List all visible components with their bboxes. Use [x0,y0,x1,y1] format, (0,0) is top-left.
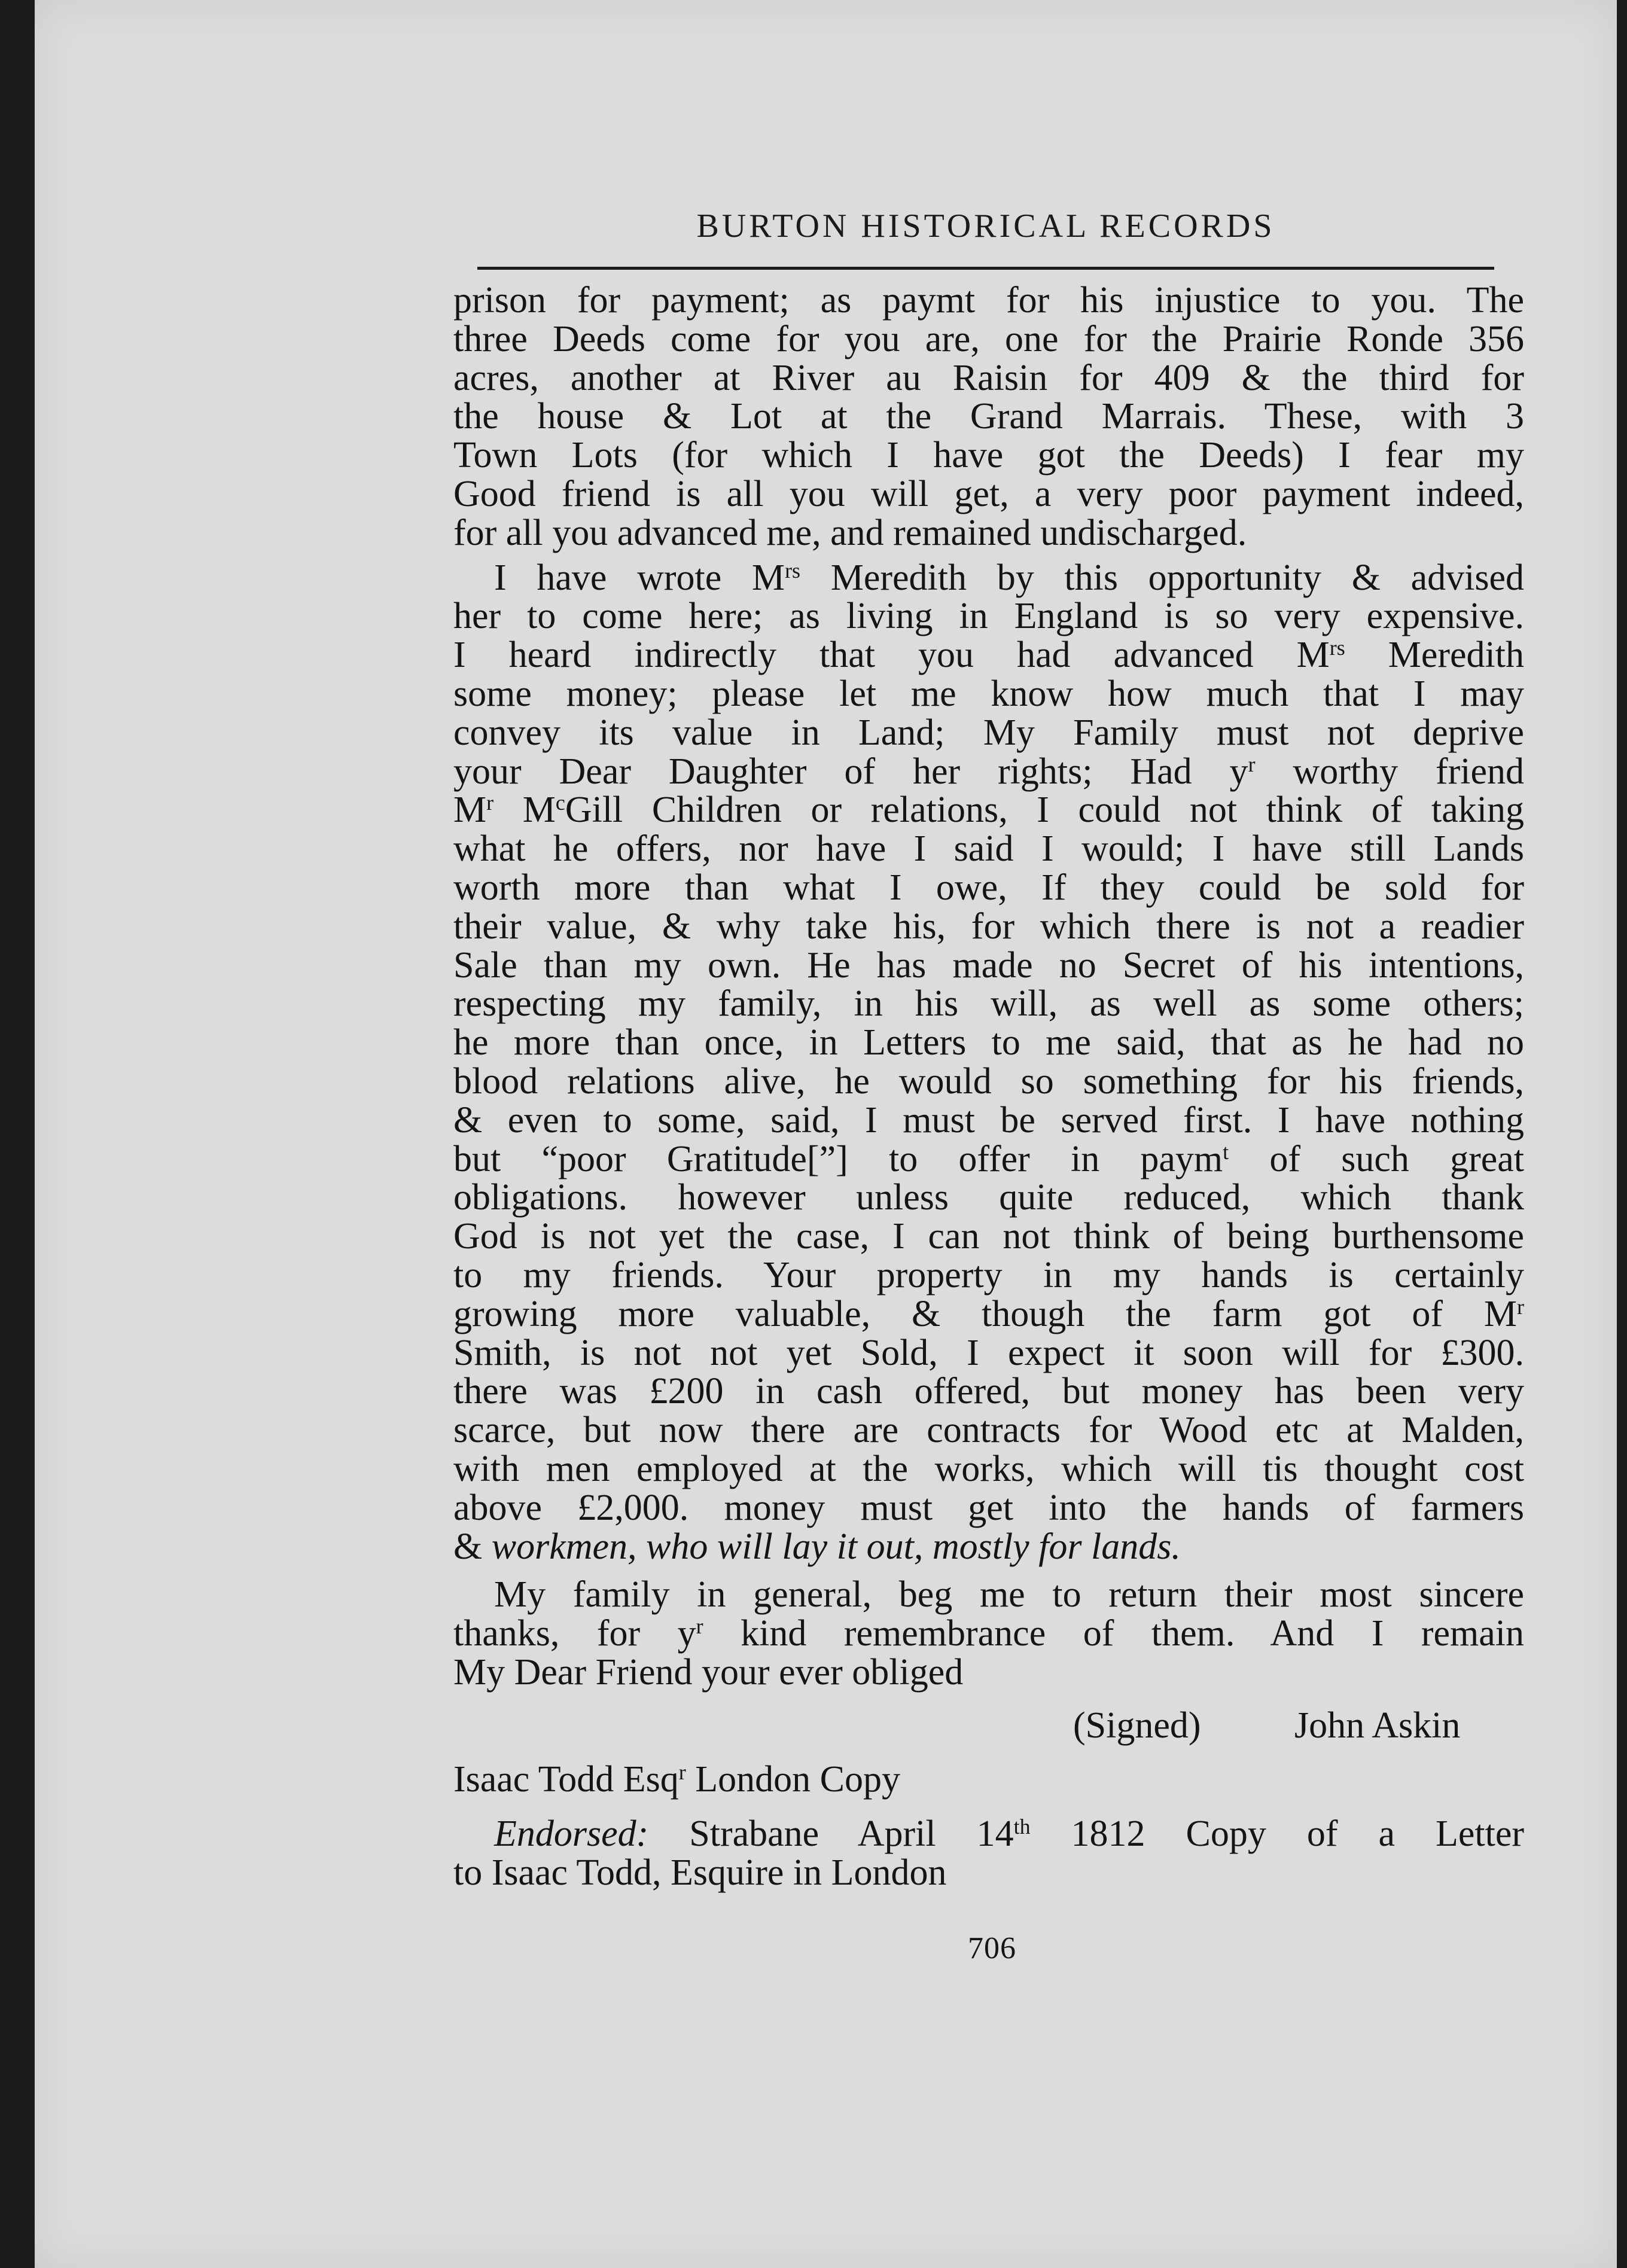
superscript: r [486,791,494,815]
superscript: rs [785,558,801,583]
running-head [477,195,1494,270]
endorsement [453,1815,1524,1892]
text-line: Good friend is all you will get, a very poor payment indeed, [453,473,1524,514]
text-line: blood relations alive, he would so something for his friends, [453,1060,1524,1102]
text-line [453,559,1524,598]
text-run: Meredith [1345,635,1525,676]
endorsed-label: Endorsed: [494,1813,649,1855]
text-run: Gill Children or relations, I could not think of taking [565,789,1524,831]
text-line: obligations. however unless quite reduced, which thank [453,1177,1524,1218]
text-line: some money; please let me know how much that I may [453,673,1524,714]
text-run: Meredith by this opportunity & advised [800,557,1525,598]
superscript: r [1517,1294,1524,1319]
letter-body [453,281,1524,1892]
text-line: respecting my family, in his will, as well as some others; [453,983,1524,1025]
text-line: My Dear Friend your ever obliged [453,1651,964,1693]
text-run: but “poor Gratitude[”] to offer in paym [453,1138,1223,1179]
paragraph-2 [453,559,1524,1566]
text-run: M [493,789,556,831]
paragraph-1 [453,281,1524,553]
italic-text-run: workmen, who will lay it out, mostly for lands. [491,1526,1181,1567]
running-head-title: BURTON HISTORICAL RECORDS [696,208,1275,245]
text-run: & [453,1526,492,1567]
superscript: r [696,1614,703,1639]
text-line [453,1614,1524,1653]
text-line: acres, another at River au Raisin for 409 & the third for [453,357,1524,398]
addressee-line [453,1760,1524,1799]
text-line: their value, & why take his, for which there is not a readier [453,906,1524,947]
superscript: r [678,1760,686,1785]
text-line: Sale than my own. He has made no Secret of his intentions, [453,944,1524,986]
text-line: three Deeds come for you are, one for the Prairie Ronde 356 [453,318,1524,359]
text-run: kind remembrance of them. And I remain [703,1613,1524,1654]
superscript: th [1013,1815,1031,1839]
text-line: convey its value in Land; My Family must not deprive [453,712,1524,753]
text-run: Isaac Todd Esq [453,1759,679,1800]
text-run: Strabane April 14 [648,1813,1014,1855]
text-line [453,1295,1524,1334]
text-line: what he offers, nor have I said I would; I have still Lands [453,828,1524,870]
text-run: growing more valuable, & though the farm got of M [453,1293,1518,1334]
text-line: above £2,000. money must get into the hands of farmers [453,1487,1524,1528]
text-run: your Dear Daughter of her rights; Had y [453,751,1248,792]
text-run: thanks, for y [453,1613,696,1654]
text-line: the house & Lot at the Grand Marrais. These, with 3 [453,396,1524,437]
text-line: worth more than what I owe, If they could be sold for [453,867,1524,908]
text-line [453,791,1524,830]
text-line: & even to some, said, I must be served first. I have nothing [453,1099,1524,1141]
superscript: rs [1329,636,1345,660]
superscript: c [555,791,565,815]
text-run: 1812 Copy of a Letter [1030,1813,1524,1855]
text-line: Smith, is not not yet Sold, I expect it soon will for £300. [453,1332,1524,1373]
text-line [453,1815,1524,1854]
text-line: to Isaac Todd, Esquire in London [453,1852,947,1894]
text-run: M [453,789,487,831]
text-line: scarce, but now there are contracts for Wood etc at Malden, [453,1410,1524,1451]
text-line: God is not yet the case, I can not think of being burthensome [453,1216,1524,1257]
signer-name: John Askin [1294,1705,1461,1746]
text-line: he more than once, in Letters to me said, that as he had no [453,1022,1524,1063]
text-line: her to come here; as living in England is so very expensive. [453,596,1524,637]
superscript: r [1248,752,1256,776]
text-run: London Copy [685,1759,900,1800]
text-line: prison for payment; as paymt for his injustice to you. The [453,280,1524,321]
signed-label: (Signed) [1073,1705,1201,1746]
page-number: 706 [968,1931,1016,1965]
text-line: with men employed at the works, which will tis thought cost [453,1448,1524,1489]
text-line [453,1140,1524,1179]
book-page [35,0,1617,2268]
text-run: of such great [1229,1138,1524,1179]
text-line [453,1528,1524,1566]
text-run: worthy friend [1255,751,1525,792]
superscript: t [1223,1139,1229,1164]
text-line [453,636,1524,675]
text-line [453,752,1524,791]
text-run: I have wrote M [494,557,785,598]
paragraph-3 [453,1575,1524,1691]
text-line: to my friends. Your property in my hands is certainly [453,1254,1524,1295]
text-line: there was £200 in cash offered, but money has been very [453,1371,1524,1412]
text-line: My family in general, beg me to return their most sincere [494,1574,1524,1615]
text-line: Town Lots (for which I have got the Deeds) I fear my [453,435,1524,476]
signature-line [453,1706,1524,1745]
text-run: I heard indirectly that you had advanced M [453,635,1330,676]
text-line: for all you advanced me, and remained undischarged. [453,512,1247,553]
